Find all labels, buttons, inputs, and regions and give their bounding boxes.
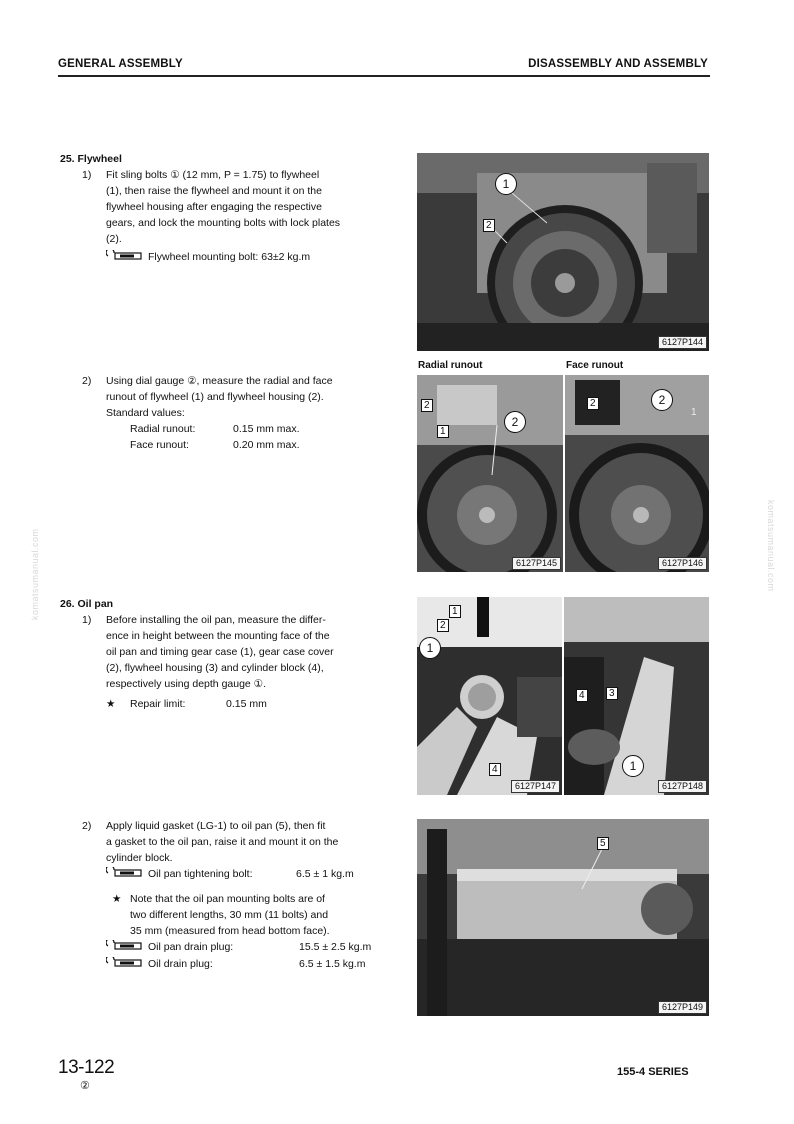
text-line: cylinder block. [106, 852, 173, 864]
callout-1: 1 [495, 173, 517, 195]
section-title-oil-pan: 26. Oil pan [60, 598, 114, 610]
photo-radial-runout [417, 375, 563, 572]
caption-radial-runout: Radial runout [418, 360, 483, 371]
figure-code: 6127P148 [658, 780, 707, 793]
torque-wrench-icon [106, 940, 142, 951]
caption-face-runout: Face runout [566, 360, 624, 371]
flywheel-photo-graphic [417, 153, 709, 351]
text-line: respectively using depth gauge ①. [106, 678, 267, 690]
oil-pan-step1-text [106, 612, 386, 692]
text-line: runout of flywheel (1) and flywheel housing (2). [106, 391, 324, 403]
text-line: Before installing the oil pan, measure the differ- [106, 614, 326, 626]
oil-pan-step2-text [106, 818, 388, 866]
revision-mark: ② [80, 1080, 90, 1092]
step-number: 2) [82, 820, 92, 832]
photo-oil-pan [417, 819, 709, 1016]
spec-label: Oil pan tightening bolt: [148, 868, 253, 880]
oil-pan-photo-graphic [417, 819, 709, 1016]
torque-wrench-icon [106, 250, 142, 261]
header-left: GENERAL ASSEMBLY [58, 58, 183, 70]
text-line: gears, and lock the mounting bolts with lock plates [106, 217, 341, 229]
text-line: (2). [106, 233, 122, 245]
header-rule [58, 75, 710, 77]
spec-value: 6.5 ± 1.5 kg.m [299, 958, 366, 970]
spec-value: 15.5 ± 2.5 kg.m [299, 941, 372, 953]
callout-1: 1 [449, 605, 461, 618]
callout-4: 4 [489, 763, 501, 776]
face-runout-label: Face runout: [130, 439, 189, 451]
star-bullet: ★ [112, 893, 122, 905]
standard-values-label: Standard values: [106, 407, 185, 419]
callout-1: 1 [437, 425, 449, 438]
photo-depth-gauge-right [564, 597, 709, 795]
step-number: 1) [82, 614, 92, 626]
text-line: oil pan and timing gear case (1), gear case cover [106, 646, 334, 658]
step-number: 1) [82, 169, 92, 181]
torque-spec-oil-drain [106, 956, 213, 972]
callout-2: 2 [483, 219, 495, 232]
callout-dial-gauge: 2 [504, 411, 526, 433]
spec-value: 6.5 ± 1 kg.m [296, 868, 354, 880]
watermark-right: komatsumanual.com [766, 500, 776, 592]
text-line: flywheel housing after engaging the respective [106, 201, 322, 213]
text-line: a gasket to the oil pan, raise it and mount it on the [106, 836, 339, 848]
callout-dial-gauge: 2 [651, 389, 673, 411]
spec-text: Flywheel mounting bolt: 63±2 kg.m [148, 251, 311, 263]
figure-code: 6127P144 [658, 336, 707, 349]
star-bullet: ★ [106, 698, 116, 710]
text-line: Apply liquid gasket (LG-1) to oil pan (5), then fit [106, 820, 326, 832]
repair-limit-value: 0.15 mm [226, 698, 267, 710]
step-number: 2) [82, 375, 92, 387]
callout-3: 3 [606, 687, 618, 700]
radial-runout-value: 0.15 mm max. [233, 423, 300, 435]
callout-4: 4 [576, 689, 588, 702]
callout-2: 2 [587, 397, 599, 410]
flywheel-step1-text [106, 167, 386, 247]
bolt-length-note [130, 891, 388, 939]
text-line: (2), flywheel housing (3) and cylinder block (4), [106, 662, 324, 674]
figure-code: 6127P149 [658, 1001, 707, 1014]
torque-spec-drain-plug [106, 939, 233, 955]
callout-2: 2 [421, 399, 433, 412]
text-line: (1), then raise the flywheel and mount it on the [106, 185, 322, 197]
callout-depth-gauge: 1 [622, 755, 644, 777]
repair-limit-label: Repair limit: [130, 698, 186, 710]
callout-depth-gauge: 1 [419, 637, 441, 659]
spec-label: Oil drain plug: [148, 958, 213, 970]
text-line: Using dial gauge ②, measure the radial and face [106, 375, 333, 387]
text-line: ence in height between the mounting face of the [106, 630, 330, 642]
torque-wrench-icon [106, 867, 142, 878]
section-title-flywheel: 25. Flywheel [60, 153, 122, 165]
page-number: 13-122 [58, 1057, 115, 1078]
torque-wrench-icon [106, 957, 142, 968]
torque-spec-oil-pan-bolt [106, 866, 253, 882]
photo-face-runout [565, 375, 709, 572]
text-line: Fit sling bolts ① (12 mm, P = 1.75) to flywheel [106, 169, 320, 181]
photo-depth-gauge-left [417, 597, 562, 795]
text-line: two different lengths, 30 mm (11 bolts) and [130, 909, 329, 921]
figure-code: 6127P145 [512, 557, 561, 570]
header-right: DISASSEMBLY AND ASSEMBLY [528, 58, 708, 70]
figure-code: 6127P147 [511, 780, 560, 793]
callout-5: 5 [597, 837, 609, 850]
series-label: 155-4 SERIES [617, 1066, 689, 1078]
text-line: 35 mm (measured from head bottom face). [130, 925, 330, 937]
callout-1: 1 [691, 407, 697, 418]
callout-2: 2 [437, 619, 449, 632]
radial-runout-photo-graphic [417, 375, 563, 572]
spec-label: Oil pan drain plug: [148, 941, 234, 953]
radial-runout-label: Radial runout: [130, 423, 196, 435]
torque-spec-flywheel [106, 249, 310, 265]
flywheel-step2-text [106, 373, 386, 421]
photo-flywheel-mounting [417, 153, 709, 351]
watermark-left: komatsumanual.com [30, 528, 40, 620]
face-runout-value: 0.20 mm max. [233, 439, 300, 451]
figure-code: 6127P146 [658, 557, 707, 570]
text-line: Note that the oil pan mounting bolts are of [130, 893, 325, 905]
